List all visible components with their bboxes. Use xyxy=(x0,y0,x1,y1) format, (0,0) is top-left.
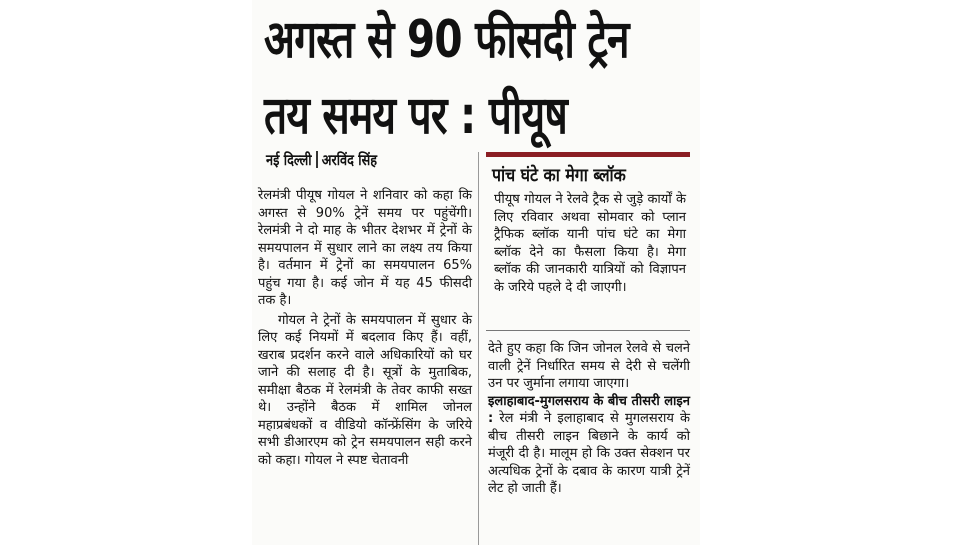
headline-line-2: तय समय पर : पीयूष xyxy=(264,86,567,146)
byline xyxy=(266,150,377,170)
column-divider xyxy=(478,152,479,545)
col2-paragraph-2 xyxy=(488,393,690,498)
col1-paragraph-1: रेलमंत्री पीयूष गोयल ने शनिवार को कहा कि अगस्त से 90% ट्रेनें समय पर पहुंचेंगी। रेलमंत्री ने दो माह के भीतर देशभर में ट्रेनों के समयपालन में सुधार लाने का लक्ष्य तय किया है। वर्तमान में ट्रेनों का समयपालन 65% पहुंच गया है। कई जोन में यह 45 फीसदी तक है। xyxy=(258,188,472,308)
col1-paragraph-2: गोयल ने ट्रेनों के समयपालन में सुधार के लिए कई नियमों में बदलाव किए हैं। वहीं, खराब प्रदर्शन करने वाले अधिकारियों को घर जाने की सलाह दी है। सूत्रों के मुताबिक, समीक्षा बैठक में रेलमंत्री के तेवर काफी सख्त थे। उन्होंने बैठक में शामिल जोनल महाप्रबंधकों व वीडियो कॉन्फ्रेंसिंग के जरिये सभी डीआरएम को ट्रेन समयपालन सही करने को कहा। गोयल ने स्पष्ट चेतावनी xyxy=(258,312,472,468)
headline-line-1: अगस्त से 90 फीसदी ट्रेन xyxy=(264,10,629,70)
byline-place: नई दिल्ली xyxy=(266,151,312,169)
col2-paragraph-1: देते हुए कहा कि जिन जोनल रेलवे से चलने वाली ट्रेनें निर्धारित समय से देरी से चलेंगी उन पर जुर्माना लगाया जाएगा। xyxy=(488,341,690,391)
column-right xyxy=(488,340,690,498)
sidebar-box-title: पांच घंटे का मेगा ब्लॉक xyxy=(492,165,626,186)
column-left xyxy=(258,187,472,469)
sidebar-box xyxy=(486,152,690,333)
newspaper-clipping xyxy=(252,0,700,545)
sidebar-box-bottom-rule xyxy=(486,330,690,331)
sidebar-box-body: पीयूष गोयल ने रेलवे ट्रैक से जुड़े कार्यों के लिए रविवार अथवा सोमवार को प्लान ट्रैफिक ब्लॉक यानी पांच घंटे का मेगा ब्लॉक देने का फैसला किया है। मेगा ब्लॉक की जानकारी यात्रियों को विज्ञापन के जरिये पहले दे दी जाएगी। xyxy=(494,192,686,295)
byline-author: अरविंद सिंह xyxy=(321,151,378,169)
col2-paragraph-2-text: रेल मंत्री ने इलाहाबाद से मुगलसराय के बीच तीसरी लाइन बिछाने के कार्य को मंजूरी दी है। मालूम हो कि उक्त सेक्शन पर अत्यधिक ट्रेनों के दबाव के कारण यात्री ट्रेनें लेट हो जाती हैं। xyxy=(488,411,690,496)
byline-separator xyxy=(316,151,318,168)
col2-subheading: इलाहाबाद-मुगलसराय के बीच तीसरी लाइन : xyxy=(488,393,691,426)
